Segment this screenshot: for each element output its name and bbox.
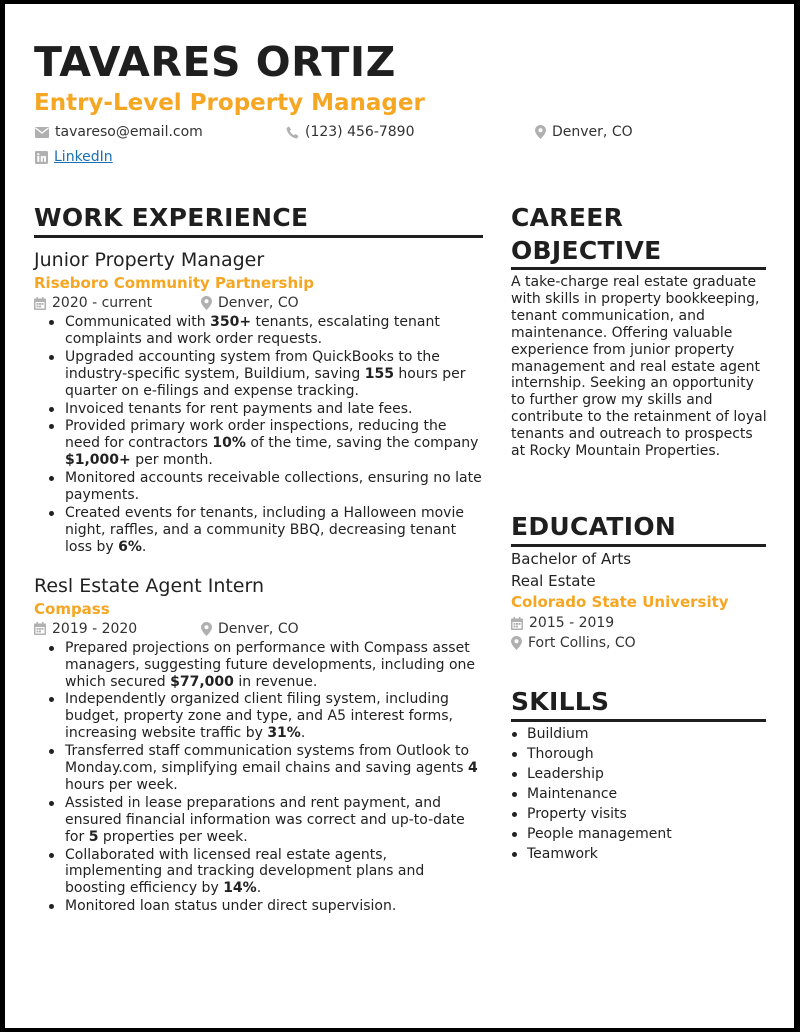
job-entry bbox=[34, 248, 484, 556]
skill-item: Maintenance bbox=[511, 784, 771, 804]
job-bullet: Provided primary work order inspections, reducing the need for contractors 10% of the time, saving the company $1,000+ per month. bbox=[34, 418, 484, 469]
phone-text: (123) 456-7890 bbox=[305, 124, 415, 140]
work-experience-rule bbox=[34, 235, 483, 238]
contact-linkedin bbox=[35, 149, 113, 165]
education-dates bbox=[511, 613, 771, 633]
job-location-text: Denver, CO bbox=[218, 620, 299, 637]
job-location-text: Denver, CO bbox=[218, 295, 299, 311]
work-experience-list bbox=[34, 248, 484, 929]
contact-phone bbox=[286, 124, 415, 140]
location-pin-icon bbox=[201, 622, 212, 636]
job-dates-text: 2020 - current bbox=[52, 295, 153, 311]
location-pin-icon bbox=[511, 636, 522, 650]
education-degree: Bachelor of Arts bbox=[511, 550, 632, 568]
job-bullet: Invoiced tenants for rent payments and late fees. bbox=[34, 401, 484, 418]
linkedin-link[interactable]: LinkedIn bbox=[54, 149, 113, 165]
skills-rule bbox=[511, 719, 766, 722]
job-location bbox=[201, 619, 299, 639]
job-dates bbox=[34, 293, 201, 313]
skills-heading: SKILLS bbox=[511, 687, 610, 716]
job-bullet: Created events for tenants, including a Halloween movie night, raffles, and a community BBQ, decreasing tenant loss by 6%. bbox=[34, 505, 484, 556]
career-objective-heading-line2: OBJECTIVE bbox=[511, 236, 662, 265]
job-meta bbox=[34, 619, 484, 639]
email-icon bbox=[35, 127, 49, 138]
job-bullet: Collaborated with licensed real estate agents, implementing and tracking development plans and boosting efficiency by 14%. bbox=[34, 847, 484, 898]
calendar-icon bbox=[511, 617, 523, 630]
job-bullet: Assisted in lease preparations and rent payment, and ensured financial information was correct and up-to-date for 5 properties per week. bbox=[34, 795, 484, 846]
skill-item: Teamwork bbox=[511, 844, 771, 864]
job-meta bbox=[34, 293, 484, 313]
job-bullet: Monitored accounts receivable collections, ensuring no late payments. bbox=[34, 470, 484, 504]
linkedin-icon bbox=[35, 151, 48, 164]
job-company: Compass bbox=[34, 599, 110, 618]
job-bullet: Transferred staff communication systems from Outlook to Monday.com, simplifying email chains and saving agents 4 hours per week. bbox=[34, 743, 484, 794]
job-location bbox=[201, 293, 299, 313]
job-bullet: Monitored loan status under direct supervision. bbox=[34, 898, 484, 915]
skills-list bbox=[511, 724, 771, 864]
job-dates bbox=[34, 619, 201, 639]
job-bullets bbox=[34, 314, 484, 556]
job-bullet: Upgraded accounting system from QuickBooks to the industry-specific system, Buildium, saving 155 hours per quarter on e-filings and expense tracking. bbox=[34, 349, 484, 400]
skill-item: Buildium bbox=[511, 724, 771, 744]
skill-item: People management bbox=[511, 824, 771, 844]
job-entry bbox=[34, 574, 484, 916]
candidate-role: Entry-Level Property Manager bbox=[34, 90, 425, 116]
contact-email bbox=[35, 124, 203, 140]
education-heading: EDUCATION bbox=[511, 512, 677, 541]
calendar-icon bbox=[34, 622, 46, 635]
resume-page bbox=[5, 4, 794, 1028]
job-title: Junior Property Manager bbox=[34, 249, 265, 271]
job-bullet: Independently organized client filing system, including budget, property zone and type, and A5 interest forms, increasing website traffic by 31%. bbox=[34, 691, 484, 742]
contact-location bbox=[535, 124, 633, 140]
job-bullets bbox=[34, 640, 484, 916]
education-school: Colorado State University bbox=[511, 593, 729, 611]
skill-item: Property visits bbox=[511, 804, 771, 824]
location-pin-icon bbox=[535, 125, 546, 139]
job-bullet: Prepared projections on performance with Compass asset managers, suggesting future developments, including one which secured $77,000 in revenue. bbox=[34, 640, 484, 691]
career-objective-heading-line1: CAREER bbox=[511, 203, 624, 232]
education-rule bbox=[511, 544, 766, 547]
job-title: Resl Estate Agent Intern bbox=[34, 574, 265, 597]
education-field: Real Estate bbox=[511, 572, 596, 590]
education-block bbox=[511, 548, 771, 653]
job-company: Riseboro Community Partnership bbox=[34, 274, 315, 292]
email-text: tavareso@email.com bbox=[55, 124, 203, 140]
job-bullet: Communicated with 350+ tenants, escalating tenant complaints and work order requests. bbox=[34, 314, 484, 348]
skill-item: Leadership bbox=[511, 764, 771, 784]
skill-item: Thorough bbox=[511, 744, 771, 764]
candidate-name: TAVARES ORTIZ bbox=[34, 38, 396, 86]
career-objective-rule bbox=[511, 267, 766, 270]
calendar-icon bbox=[34, 297, 46, 310]
career-objective-text: A take-charge real estate graduate with skills in property bookkeeping, tenant communication, and maintenance. Offering valuable experience from junior property management and real estate agent internship. Seeking an opportunity to further grow my skills and contribute to the retainment of loyal tenants and outreach to prospects at Rocky Mountain Properties. bbox=[511, 274, 767, 460]
phone-icon bbox=[286, 126, 299, 139]
location-pin-icon bbox=[201, 296, 212, 310]
work-experience-heading: WORK EXPERIENCE bbox=[34, 203, 309, 232]
location-text: Denver, CO bbox=[552, 124, 633, 140]
education-location bbox=[511, 633, 771, 653]
job-dates-text: 2019 - 2020 bbox=[52, 620, 138, 637]
education-dates-text: 2015 - 2019 bbox=[529, 615, 615, 631]
education-location-text: Fort Collins, CO bbox=[528, 635, 636, 651]
